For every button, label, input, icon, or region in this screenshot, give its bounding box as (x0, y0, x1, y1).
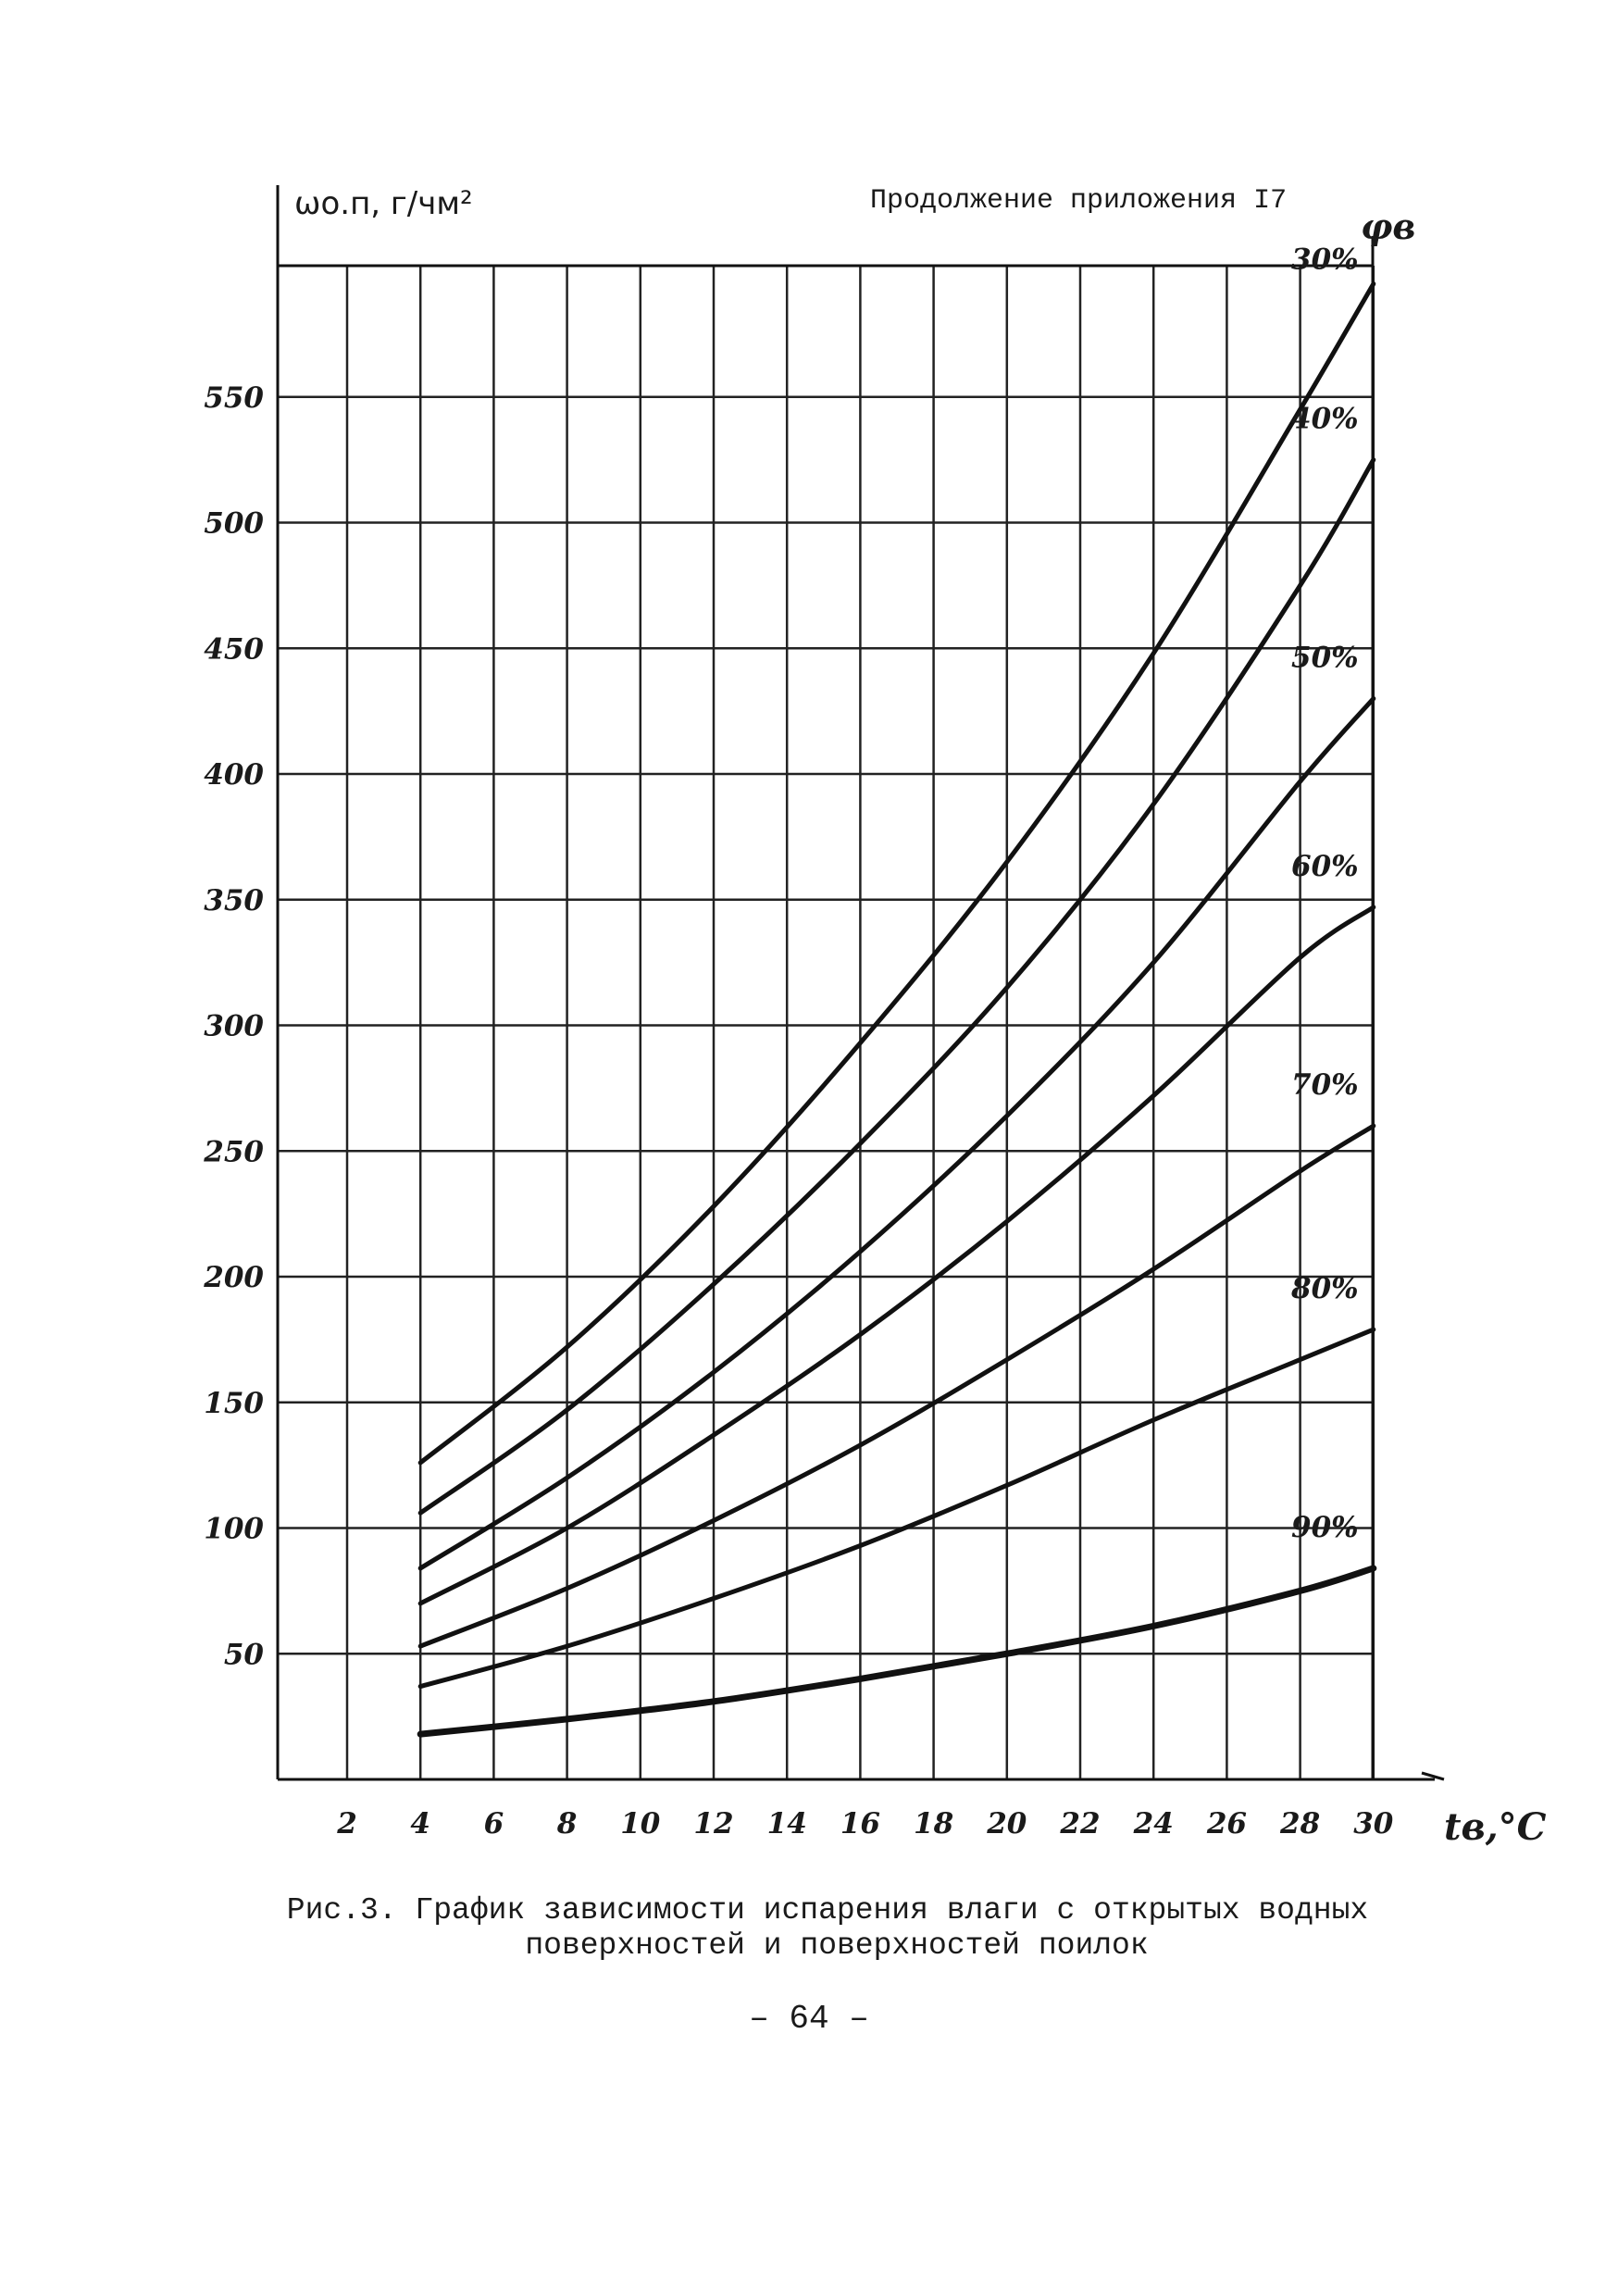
y-tick-label: 300 (204, 1009, 264, 1043)
y-tick-label: 550 (204, 381, 264, 415)
series-line (420, 1329, 1374, 1687)
y-tick-label: 150 (204, 1386, 264, 1420)
series-line (420, 284, 1374, 1463)
series-label: 80% (1291, 1272, 1359, 1306)
x-axis-label: tв,°C (1444, 1805, 1547, 1849)
caption-line-1: Рис.3. График зависимости испарения влаги с открытых водных (286, 1893, 1369, 1928)
series-line (420, 460, 1374, 1514)
x-tick-label: 30 (1353, 1807, 1394, 1841)
chart-grid (278, 266, 1374, 1779)
y-tick-label: 100 (204, 1512, 264, 1546)
x-tick-label: 28 (1280, 1807, 1321, 1841)
series-label: 60% (1291, 849, 1359, 883)
x-tick-labels (336, 1807, 1394, 1841)
y-tick-labels (203, 381, 264, 1672)
series-label: 70% (1291, 1068, 1359, 1103)
series-param-label: φв (1361, 206, 1416, 247)
y-tick-label: 400 (204, 758, 264, 792)
x-tick-label: 12 (693, 1807, 734, 1841)
chart-series (420, 284, 1374, 1735)
figure-caption (0, 1893, 1618, 1964)
x-tick-label: 22 (1060, 1807, 1101, 1841)
x-tick-label: 16 (840, 1807, 880, 1841)
x-tick-label: 8 (556, 1807, 578, 1841)
series-line (420, 1568, 1374, 1734)
series-label: 90% (1291, 1510, 1359, 1544)
x-tick-label: 6 (483, 1807, 504, 1841)
series-line (420, 907, 1374, 1603)
x-tick-label: 2 (337, 1807, 357, 1841)
y-tick-label: 350 (204, 883, 264, 917)
x-tick-label: 10 (620, 1807, 661, 1841)
x-tick-label: 26 (1206, 1807, 1247, 1841)
y-tick-label: 200 (204, 1261, 264, 1294)
y-axis-label: ωо.п, г/чм² (294, 185, 473, 222)
series-label: 40% (1291, 402, 1359, 436)
y-tick-label: 250 (204, 1135, 264, 1169)
y-tick-label: 50 (223, 1638, 264, 1672)
x-tick-label: 4 (410, 1807, 430, 1841)
x-tick-label: 14 (766, 1807, 807, 1841)
y-tick-label: 500 (204, 506, 264, 541)
series-label: 50% (1291, 641, 1359, 675)
header-note: Продолжение приложения I7 (870, 185, 1288, 217)
series-line (420, 699, 1374, 1568)
x-tick-label: 20 (987, 1807, 1027, 1841)
y-tick-label: 450 (204, 632, 264, 667)
x-tick-label: 18 (914, 1807, 954, 1841)
caption-line-2: поверхностей и поверхностей поилок (525, 1928, 1149, 1963)
page-number: – 64 – (749, 2000, 869, 2038)
series-label: 30% (1291, 243, 1359, 277)
x-tick-label: 24 (1133, 1807, 1174, 1841)
